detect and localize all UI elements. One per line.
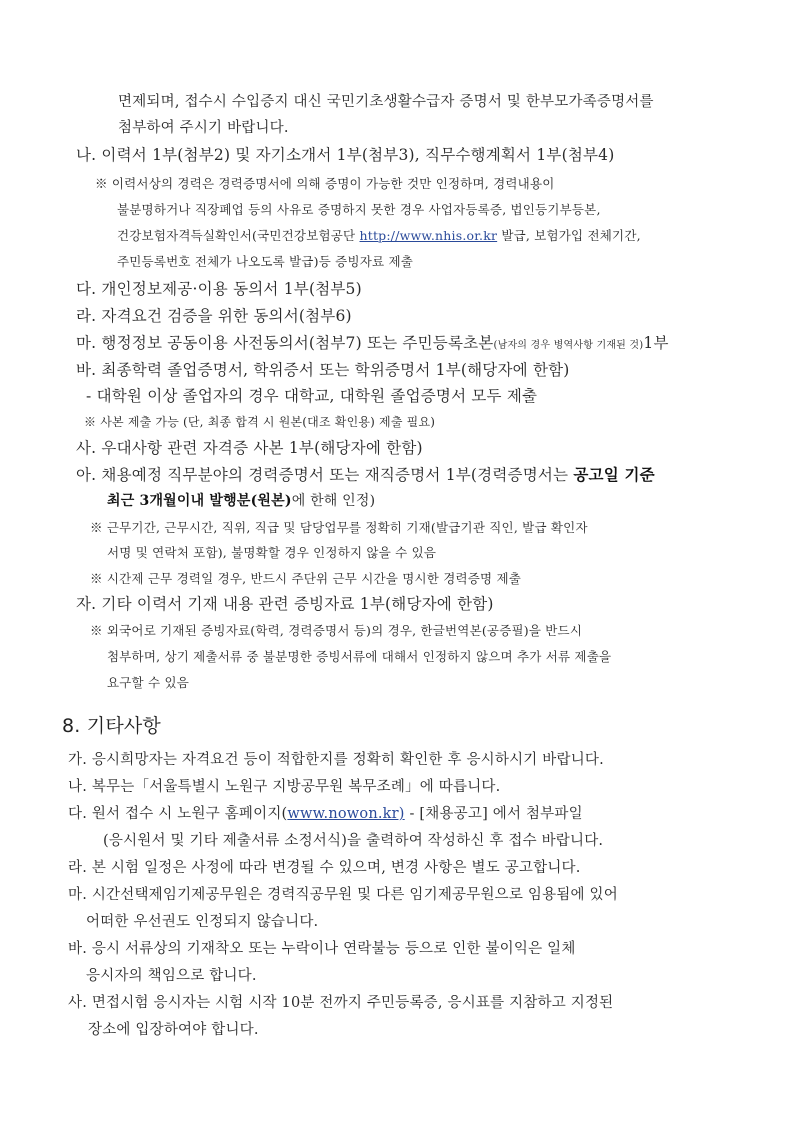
item-ba-education: 바. 최종학력 졸업증명서, 학위증서 또는 학위증명서 1부(해당자에 한함) (76, 361, 570, 379)
nowon-link[interactable]: www.nowon.kr) (287, 806, 405, 822)
item-da-privacy: 다. 개인정보제공·이용 동의서 1부(첨부5) (76, 280, 362, 298)
s8-item-ba-1: 바. 응시 서류상의 기재착오 또는 누락이나 연락불능 등으로 인한 불이익은 일체 (68, 941, 576, 957)
item-a-bold1: 공고일 기준 (573, 465, 655, 484)
item-ma-pre: 마. 행정정보 공동이용 사전동의서(첨부7) 또는 주민등록초본 (76, 334, 494, 352)
item-a-line2 (107, 491, 375, 511)
note-resume-3-post: 발급, 보험가입 전체기간, (497, 228, 641, 243)
s8-item-da (68, 804, 583, 824)
note-resume-1: ※ 이력서상의 경력은 경력증명서에 의해 증명이 가능한 것만 인정하며, 경력내용이 (95, 176, 555, 191)
s8-item-sa-1: 사. 면접시험 응시자는 시험 시작 10분 전까지 주민등록증, 응시표를 지참하고 지정된 (68, 995, 614, 1011)
note-career-2: 서명 및 연락처 포함), 불명확할 경우 인정하지 않을 수 있음 (107, 545, 437, 560)
intro-line-1: 면제되며, 접수시 수입증지 대신 국민기초생활수급자 증명서 및 한부모가족증명서를 (118, 94, 654, 110)
item-a-pre: 아. 채용예정 직무분야의 경력증명서 또는 재직증명서 1부(경력증명서는 (76, 466, 574, 484)
note-foreign-1: ※ 외국어로 기재된 증빙자료(학력, 경력증명서 등)의 경우, 한글번역본(공증필)을 반드시 (90, 623, 583, 638)
item-ma-admin-info (76, 333, 669, 356)
s8-item-ma-1: 마. 시간선택제임기제공무원은 경력직공무원 및 다른 임기제공무원으로 임용됨에 있어 (68, 887, 618, 903)
note-resume-4: 주민등록번호 전체가 나오도록 발급)등 증빙자료 제출 (117, 254, 413, 269)
s8-item-ra: 라. 본 시험 일정은 사정에 따라 변경될 수 있으며, 변경 사항은 별도 공고합니다. (68, 860, 581, 876)
s8-item-ma-2: 어떠한 우선권도 인정되지 않습니다. (86, 914, 319, 930)
s8-item-ba-2: 응시자의 책임으로 합니다. (86, 968, 257, 984)
note-resume-3 (117, 226, 641, 246)
s8-da-post: - [채용공고] 에서 첨부파일 (404, 806, 583, 822)
note-resume-3-pre: 건강보험자격득실확인서(국민건강보험공단 (117, 228, 360, 243)
item-a-bold2: 최근 3개월이내 발행분(원본) (107, 493, 292, 509)
item-ja-other: 자. 기타 이력서 기재 내용 관련 증빙자료 1부(해당자에 한함) (76, 595, 494, 613)
s8-item-sa-2: 장소에 입장하여야 합니다. (88, 1022, 259, 1038)
item-sa-license: 사. 우대사항 관련 자격증 사본 1부(해당자에 한함) (76, 439, 423, 457)
intro-line-2: 첨부하여 주시기 바랍니다. (118, 120, 289, 136)
item-na-resume: 나. 이력서 1부(첨부2) 및 자기소개서 1부(첨부3), 직무수행계획서 1부(첨부4) (76, 146, 615, 164)
s8-da-pre: 다. 원서 접수 시 노원구 홈페이지( (68, 806, 288, 822)
s8-item-da-line2: (응시원서 및 기타 제출서류 소정서식)을 출력하여 작성하신 후 접수 바랍니다. (103, 833, 604, 849)
note-career-1: ※ 근무기간, 근무시간, 직위, 직급 및 담당업무를 정확히 기재(발급기관 직인, 발급 확인자 (90, 520, 588, 535)
item-ma-small: (남자의 경우 병역사항 기재된 것) (493, 340, 644, 351)
item-ba-dash: - 대학원 이상 졸업자의 경우 대학교, 대학원 졸업증명서 모두 제출 (86, 387, 538, 405)
item-ra-consent: 라. 자격요건 검증을 위한 동의서(첨부6) (76, 307, 352, 325)
note-resume-2: 불분명하거나 직장폐업 등의 사유로 증명하지 못한 경우 사업자등록증, 법인등기부등본, (117, 202, 601, 217)
note-foreign-3: 요구할 수 있음 (107, 675, 189, 690)
note-career-3: ※ 시간제 근무 경력일 경우, 반드시 주단위 근무 시간을 명시한 경력증명 제출 (90, 571, 522, 586)
item-ma-post: 1부 (643, 334, 669, 352)
item-a-career (76, 465, 655, 485)
section-8-title: 8. 기타사항 (62, 715, 161, 737)
item-ba-note: ※ 사본 제출 가능 (단, 최종 합격 시 원본(대조 확인용) 제출 필요) (84, 415, 436, 429)
nhis-link[interactable]: http://www.nhis.or.kr (359, 228, 498, 243)
s8-item-na: 나. 복무는「서울특별시 노원구 지방공무원 복무조례」에 따릅니다. (68, 779, 501, 795)
note-foreign-2: 첨부하며, 상기 제출서류 중 불분명한 증빙서류에 대해서 인정하지 않으며 추가 서류 제출을 (107, 649, 612, 664)
s8-item-ga: 가. 응시희망자는 자격요건 등이 적합한지를 정확히 확인한 후 응시하시기 바랍니다. (68, 752, 604, 768)
item-a-post: 에 한해 인정) (291, 493, 376, 509)
